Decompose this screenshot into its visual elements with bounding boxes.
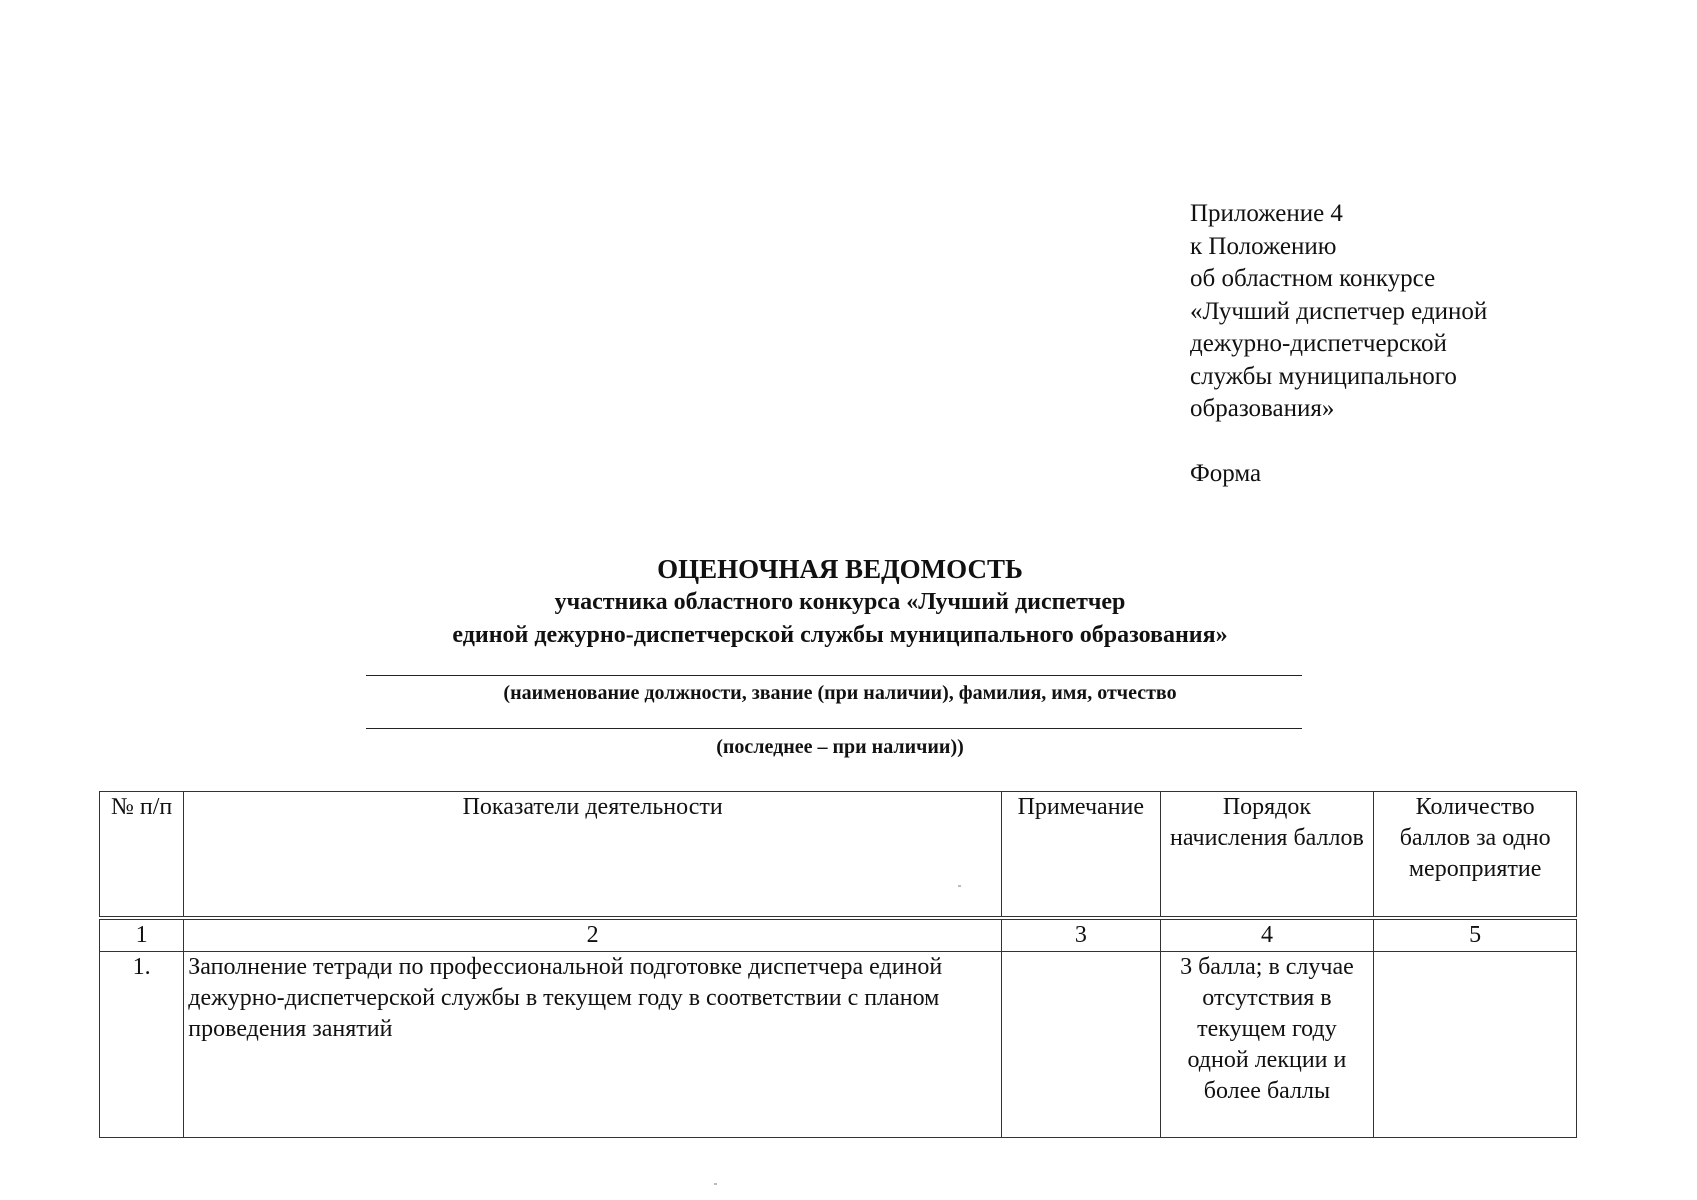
column-number: 2 bbox=[184, 918, 1002, 952]
name-caption-2: (последнее – при наличии)) bbox=[716, 736, 964, 758]
column-number: 4 bbox=[1160, 918, 1374, 952]
name-fill-line-2 bbox=[366, 728, 1302, 729]
column-number: 1 bbox=[100, 918, 184, 952]
appendix-line: Приложение 4 bbox=[1190, 200, 1343, 227]
document-subtitle-line-2: единой дежурно-диспетчерской службы муниципального образования» bbox=[452, 622, 1228, 648]
header-number: № п/п bbox=[100, 792, 184, 919]
row-note bbox=[1002, 952, 1161, 1138]
column-number: 3 bbox=[1002, 918, 1161, 952]
evaluation-table bbox=[99, 791, 1577, 1138]
appendix-line: к Положению bbox=[1190, 232, 1337, 260]
row-number: 1. bbox=[100, 952, 184, 1138]
appendix-line: службы муниципального bbox=[1190, 362, 1457, 390]
row-points bbox=[1374, 952, 1577, 1138]
column-number-row bbox=[100, 918, 1577, 952]
scan-speck bbox=[714, 1183, 717, 1185]
scan-speck bbox=[958, 885, 961, 887]
document-heading bbox=[300, 552, 1380, 652]
appendix-block bbox=[1190, 198, 1590, 490]
header-indicators: Показатели деятельности bbox=[184, 792, 1002, 919]
row-scoring: 3 балла; в случае отсутствия в текущем году одной лекции и более баллы bbox=[1160, 952, 1374, 1138]
appendix-line: об областном конкурсе bbox=[1190, 265, 1436, 292]
appendix-line: «Лучший диспетчер единой bbox=[1190, 297, 1488, 325]
document-subtitle-line-1: участника областного конкурса «Лучший диспетчер bbox=[554, 589, 1126, 615]
table-row bbox=[100, 952, 1577, 1138]
row-indicator: Заполнение тетради по профессиональной подготовке диспетчера единой дежурно-диспетчерской службы в текущем году в соответствии с планом проведения занятий bbox=[184, 952, 1002, 1138]
header-points: Количество баллов за одно мероприятие bbox=[1374, 792, 1577, 919]
name-caption-1: (наименование должности, звание (при наличии), фамилия, имя, отчество bbox=[503, 682, 1177, 704]
header-note: Примечание bbox=[1002, 792, 1161, 919]
appendix-line: дежурно-диспетчерской bbox=[1190, 330, 1447, 357]
appendix-line: образования» bbox=[1190, 395, 1335, 422]
name-fill-line-1 bbox=[366, 675, 1302, 676]
table-header-row bbox=[100, 792, 1577, 919]
header-scoring-order: Порядок начисления баллов bbox=[1160, 792, 1374, 919]
column-number: 5 bbox=[1374, 918, 1577, 952]
document-title: ОЦЕНОЧНАЯ ВЕДОМОСТЬ bbox=[657, 554, 1023, 584]
form-label: Форма bbox=[1190, 459, 1262, 487]
